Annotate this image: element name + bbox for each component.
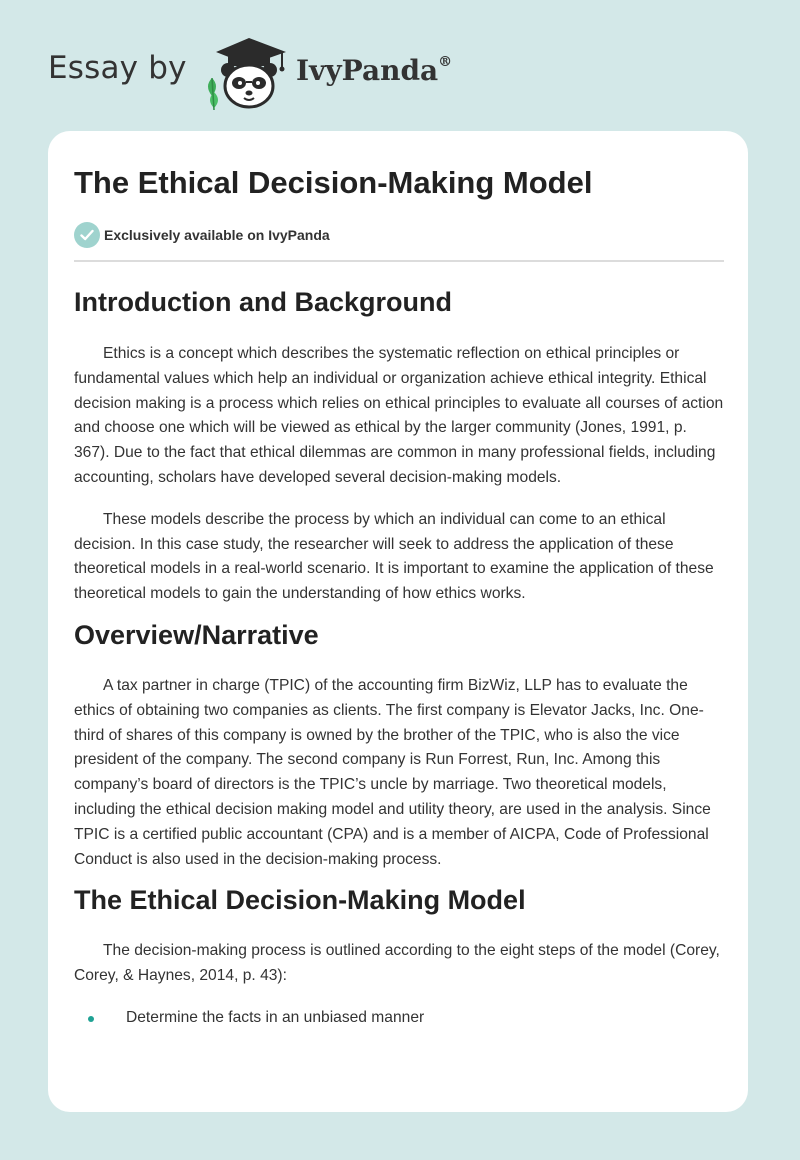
divider <box>74 260 724 262</box>
brand-name[interactable] <box>296 54 452 87</box>
paragraph: The decision-making process is outlined according to the eight steps of the model (Corey, Corey, & Haynes, 2014, p. 43): <box>74 942 720 985</box>
brand-prefix: Essay by <box>48 50 187 86</box>
brand-name-text: IvyPanda <box>296 54 439 87</box>
exclusive-badge <box>74 221 330 249</box>
section-heading-model: The Ethical Decision-Making Model <box>74 885 526 916</box>
paragraph: A tax partner in charge (TPIC) of the accounting firm BizWiz, LLP has to evaluate the ethics of obtaining two companies as clients. The first company is Elevator Jacks, Inc. One-third of shares of this company is owned by the brother of the TPIC, who is also the vice president of the company. The second company is Run Forrest, Run, Inc. Among this company’s board of directors is the TPIC’s uncle by marriage. Two theoretical models, including the ethical decision making model and utility theory, are used in the analysis. Since TPIC is a certified public accountant (CPA) and is a member of AICPA, Code of Professional Conduct is also used in the decision-making process. <box>74 676 711 868</box>
paragraph: These models describe the process by which an individual can come to an ethical decision. In this case study, the researcher will seek to address the application of these theoretical models in a real-world scenario. It is important to examine the application of these theoretical models to gain the understanding of how ethics works. <box>74 510 714 603</box>
steps-list <box>74 1006 724 1031</box>
paragraph: Ethics is a concept which describes the systematic reflection on ethical principles or fundamental values which help an individual or organization achieve ethical integrity. Ethical decision making is a process which relies on ethical principles to evaluate all courses of action and choose one which will be viewed as ethical by the larger community (Jones, 1991, p. 367). Due to the fact that ethical dilemmas are common in many professional fields, including accounting, scholars have developed several decision-making models. <box>74 345 724 486</box>
essay-card <box>48 131 748 1112</box>
page-title: The Ethical Decision-Making Model <box>74 165 593 200</box>
section-heading-introduction: Introduction and Background <box>74 287 452 317</box>
list-item-text: Determine the facts in an unbiased manner <box>126 1008 425 1026</box>
bullet-icon <box>88 1016 94 1022</box>
article-body <box>74 281 724 1031</box>
list-item <box>74 1006 724 1031</box>
section-heading-overview: Overview/Narrative <box>74 619 319 650</box>
check-circle-icon <box>74 222 100 248</box>
panda-logo-icon <box>202 34 294 110</box>
site-header <box>48 34 468 110</box>
registered-mark: ® <box>438 53 453 70</box>
exclusive-label: Exclusively available on IvyPanda <box>104 227 330 243</box>
